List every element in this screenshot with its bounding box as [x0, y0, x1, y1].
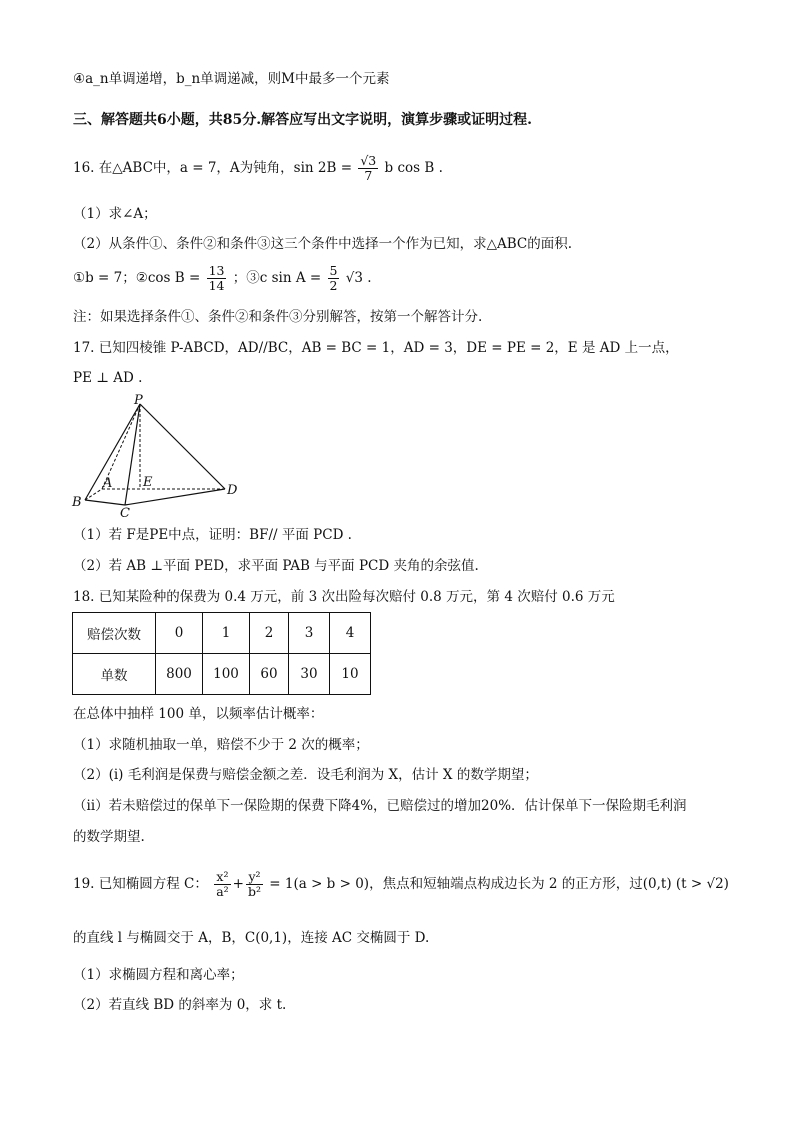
label-P: P	[134, 393, 143, 408]
table-cell: 单数	[73, 654, 156, 695]
q19-part2: （2）若直线 BD 的斜率为 0，求 t.	[73, 997, 287, 1013]
q19-y-fraction	[246, 870, 263, 899]
q16-cond-frac2-den: 2	[329, 278, 338, 293]
q16-cond-frac2-num: 5	[329, 263, 338, 278]
label-A: A	[103, 476, 113, 491]
label-D: D	[227, 483, 238, 498]
q19-fy-num: y²	[246, 870, 263, 885]
q19-stem-cont: 的直线 l 与椭圆交于 A，B，C(0,1)，连接 AC 交椭圆于 D.	[73, 930, 430, 946]
label-B: B	[72, 495, 82, 510]
table-cell: 800	[156, 654, 203, 695]
label-E: E	[143, 475, 153, 490]
q16-cond-frac1-num: 13	[208, 263, 225, 278]
table-cell: 0	[156, 613, 203, 654]
table-cell: 30	[289, 654, 330, 695]
q19-plus: +	[232, 876, 244, 892]
edge-PC	[125, 404, 140, 505]
table-row	[73, 654, 371, 695]
q17-stem-1: 17. 已知四棱锥 P-ABCD，AD//BC，AB = BC = 1，AD = 3，DE = PE = 2，E 是 AD 上一点，	[73, 340, 679, 356]
edge-BC	[85, 500, 125, 505]
q18-part3-cont: 的数学期望.	[73, 829, 145, 845]
q17-part2: （2）若 AB ⊥平面 PED，求平面 PAB 与平面 PCD 夹角的余弦值.	[73, 558, 479, 574]
q16-stem	[73, 152, 443, 184]
q19-stem	[73, 866, 729, 902]
table-cell: 100	[203, 654, 250, 695]
q19-fx-den: a²	[216, 884, 229, 899]
q19-part1: （1）求椭圆方程和离心率；	[73, 967, 244, 983]
table-cell: 2	[250, 613, 289, 654]
pyramid-figure	[70, 392, 250, 518]
q19-stem-part-b: = 1(a > b > 0)，焦点和短轴端点构成边长为 2 的正方形，过(0,t) (t > √2)	[269, 876, 729, 892]
q16-cond-fraction-2	[328, 264, 340, 293]
q16-cond-c: √3 .	[345, 270, 372, 286]
q18-stem: 18. 已知某险种的保费为 0.4 万元，前 3 次出险每次赔付 0.8 万元，第 4 次赔付 0.6 万元	[73, 589, 615, 605]
table-cell: 4	[330, 613, 371, 654]
table-row	[73, 613, 371, 654]
table-cell: 1	[203, 613, 250, 654]
q19-fx-num: x²	[214, 870, 230, 885]
q16-stem-part-a: 16. 在△ABC中，a = 7，A为钝角，sin 2B =	[73, 160, 353, 176]
label-C: C	[120, 506, 130, 518]
q16-cond-b: ；③c sin A =	[232, 270, 322, 286]
q17-stem-2: PE ⊥ AD .	[73, 370, 143, 386]
q16-cond-fraction-1	[207, 264, 227, 293]
q16-stem-part-b: b cos B .	[384, 160, 443, 176]
q16-conditions	[73, 262, 372, 294]
item-04-text: ④a_n单调递增，b_n单调递减，则M中最多一个元素	[73, 71, 390, 87]
q16-fraction	[358, 154, 378, 183]
q16-part2: （2）从条件①、条件②和条件③这三个条件中选择一个作为已知，求△ABC的面积.	[73, 236, 573, 252]
section-heading: 三、解答题共6小题，共85分.解答应写出文字说明，演算步骤或证明过程.	[73, 112, 532, 128]
table-cell: 60	[250, 654, 289, 695]
edge-CD	[125, 489, 225, 505]
table-cell: 赔偿次数	[73, 613, 156, 654]
q18-sample: 在总体中抽样 100 单，以频率估计概率：	[73, 706, 324, 722]
q19-x-fraction	[214, 870, 230, 899]
q16-part1: （1）求∠A；	[73, 206, 157, 222]
table-cell: 3	[289, 613, 330, 654]
q16-cond-frac1-den: 14	[208, 278, 225, 293]
table-cell: 10	[330, 654, 371, 695]
edge-PB	[85, 404, 140, 500]
q16-note: 注：如果选择条件①、条件②和条件③分别解答，按第一个解答计分.	[73, 309, 483, 325]
q18-part2: （2）(ⅰ) 毛利润是保费与赔偿金额之差．设毛利润为 X，估计 X 的数学期望；	[73, 767, 538, 783]
q19-fy-den: b²	[247, 884, 261, 899]
q16-cond-a: ①b = 7；②cos B =	[73, 270, 201, 286]
q16-frac-num: √3	[360, 153, 377, 168]
q17-part1: （1）若 F是PE中点，证明：BF// 平面 PCD .	[73, 527, 352, 543]
edge-PD	[140, 404, 225, 489]
q18-part1: （1）求随机抽取一单，赔偿不少于 2 次的概率；	[73, 737, 369, 753]
q16-frac-den: 7	[364, 168, 373, 183]
q18-part3: （ⅱ）若未赔偿过的保单下一保险期的保费下降4%，已赔偿过的增加20%．估计保单下一保险期毛利润	[73, 798, 687, 814]
claims-table	[72, 612, 371, 695]
q19-stem-part-a: 19. 已知椭圆方程 C：	[73, 876, 208, 892]
